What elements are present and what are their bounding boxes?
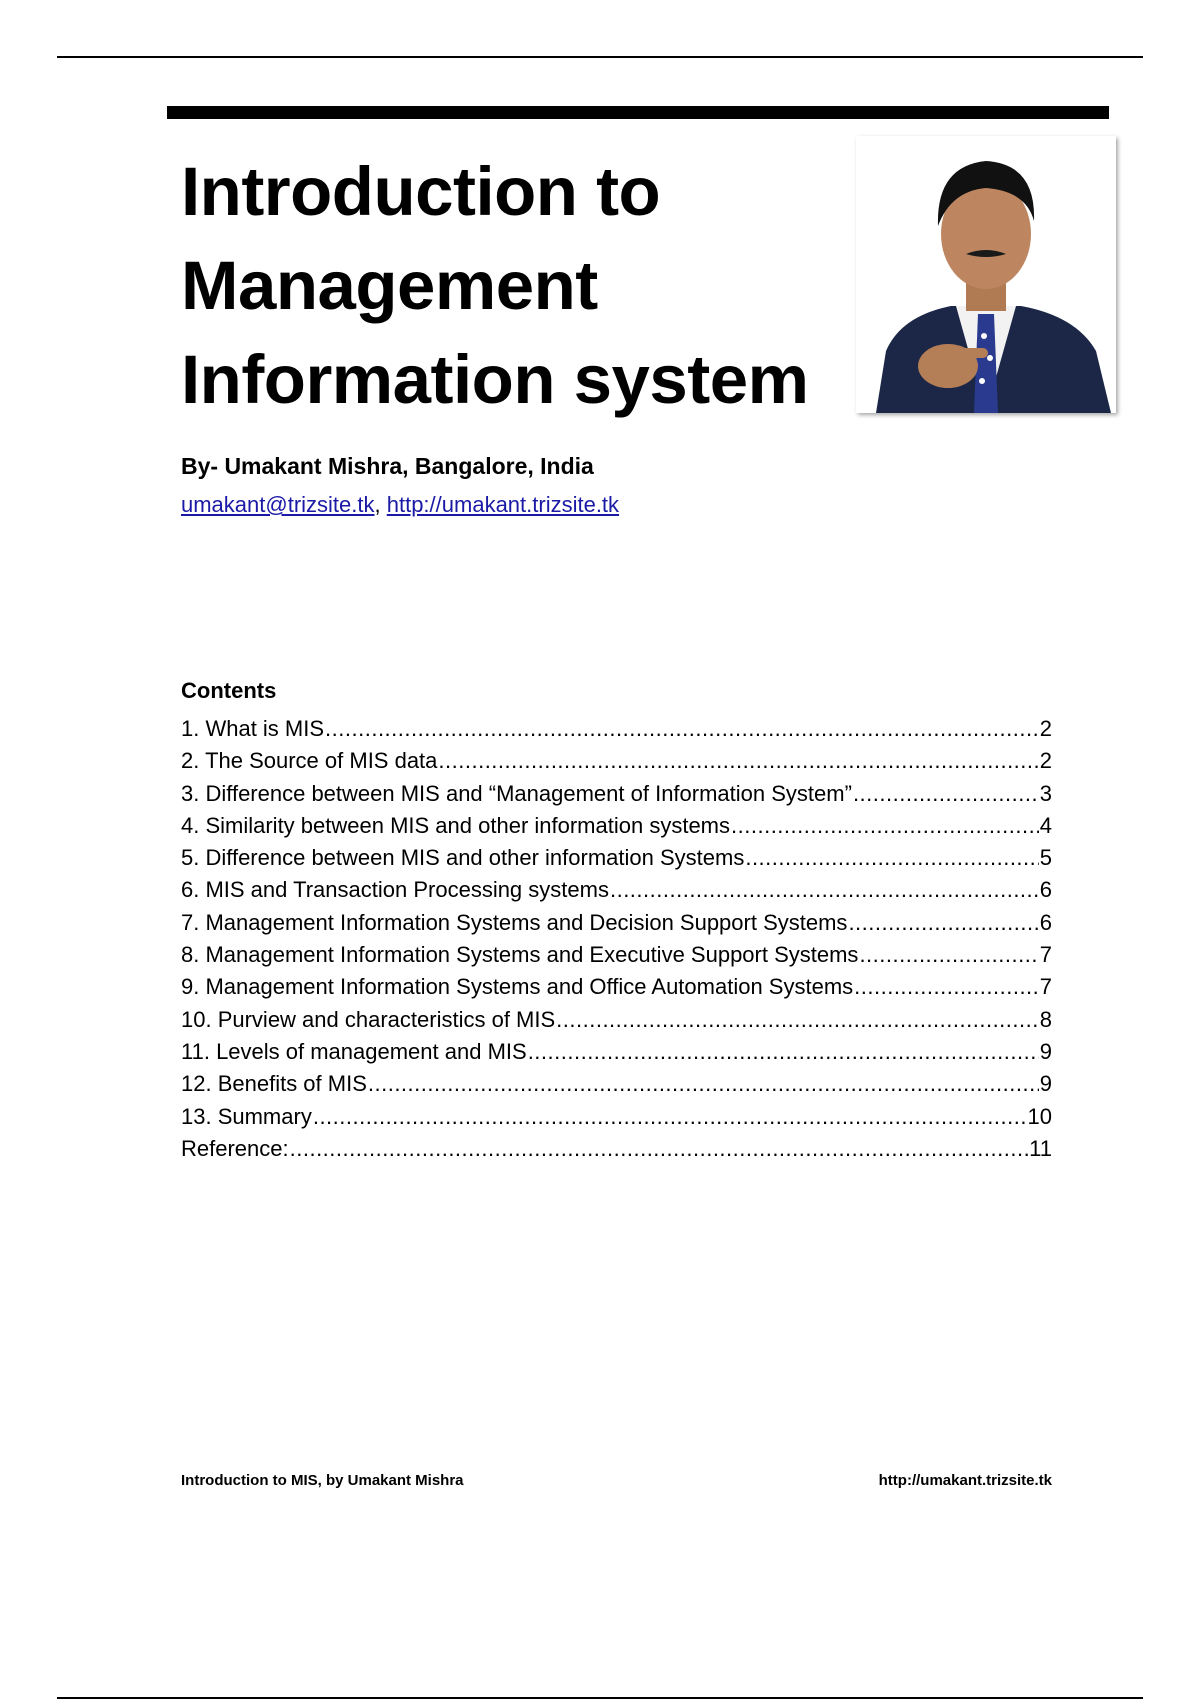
toc-entry-11[interactable]	[181, 1036, 1052, 1068]
author-byline: By- Umakant Mishra, Bangalore, India	[181, 453, 594, 479]
toc-label: 3. Difference between MIS and “Management of Information System”	[181, 780, 852, 806]
toc-label: 11. Levels of management and MIS	[181, 1038, 527, 1064]
toc-label: 6. MIS and Transaction Processing systems	[181, 877, 609, 903]
link-separator: ,	[374, 492, 387, 517]
toc-page: 6	[1039, 877, 1052, 903]
toc-leader	[610, 874, 1039, 906]
toc-label: 9. Management Information Systems and Office Automation Systems	[181, 974, 854, 1000]
page-bottom-rule	[57, 1697, 1143, 1699]
toc-entry-1[interactable]	[181, 713, 1052, 745]
toc-entry-8[interactable]	[181, 939, 1052, 971]
toc-entry-12[interactable]	[181, 1068, 1052, 1100]
toc-page: 2	[1039, 716, 1052, 741]
toc-page: 4	[1039, 812, 1052, 838]
title-line-1: Introduction to	[181, 153, 661, 230]
toc-page: 6	[1039, 909, 1052, 935]
toc-label: 2. The Source of MIS data	[181, 748, 438, 774]
toc-label: 13. Summary	[181, 1103, 312, 1129]
title-bar	[167, 106, 1109, 119]
toc-leader	[368, 1068, 1039, 1100]
website-link[interactable]: http://umakant.trizsite.tk	[386, 492, 620, 517]
toc-label: 8. Management Information Systems and Executive Support Systems	[181, 942, 859, 968]
toc-page: 9	[1039, 1038, 1052, 1064]
toc-label: 12. Benefits of MIS	[181, 1071, 367, 1097]
toc-leader	[745, 842, 1038, 874]
toc-label: 10. Purview and characteristics of MIS	[181, 1006, 556, 1032]
toc-entry-13[interactable]	[181, 1101, 1052, 1133]
toc-page: 3	[1039, 780, 1052, 806]
footer-url: http://umakant.trizsite.tk	[878, 1472, 1052, 1489]
author-portrait	[856, 136, 1116, 413]
toc-label: 5. Difference between MIS and other information Systems	[181, 845, 745, 871]
toc-leader	[859, 939, 1038, 971]
title-line-2: Management	[181, 247, 598, 324]
document-title	[181, 145, 821, 427]
toc-entry-9[interactable]	[181, 971, 1052, 1003]
contact-links	[181, 492, 619, 518]
page-top-rule	[57, 56, 1143, 58]
title-line-3: Information system	[181, 341, 809, 418]
toc-entry-4[interactable]	[181, 810, 1052, 842]
toc-leader	[848, 907, 1038, 939]
toc-page: 7	[1039, 974, 1052, 1000]
toc-entry-2[interactable]	[181, 745, 1052, 777]
toc-entry-7[interactable]	[181, 907, 1052, 939]
toc-page: 8	[1039, 1006, 1052, 1032]
toc-entry-3[interactable]	[181, 778, 1052, 810]
toc-leader	[853, 778, 1039, 810]
toc-page: 5	[1039, 845, 1052, 871]
toc-page: 9	[1039, 1071, 1052, 1097]
table-of-contents	[181, 713, 1052, 1165]
toc-leader	[854, 971, 1039, 1003]
email-link[interactable]: umakant@trizsite.tk	[181, 492, 375, 517]
toc-page: 7	[1039, 942, 1052, 968]
contents-heading: Contents	[181, 678, 277, 703]
toc-leader	[290, 1133, 1029, 1165]
toc-entry-5[interactable]	[181, 842, 1052, 874]
footer-title: Introduction to MIS, by Umakant Mishra	[181, 1472, 464, 1489]
toc-leader	[528, 1036, 1039, 1068]
toc-page: 10	[1027, 1103, 1052, 1129]
toc-leader	[438, 745, 1038, 777]
toc-leader	[325, 713, 1039, 745]
toc-label: 7. Management Information Systems and Decision Support Systems	[181, 909, 848, 935]
toc-page: 11	[1029, 1135, 1052, 1161]
toc-label: 1. What is MIS	[181, 716, 325, 741]
toc-entry-6[interactable]	[181, 874, 1052, 906]
toc-entry-14[interactable]	[181, 1133, 1052, 1165]
toc-label: 4. Similarity between MIS and other information systems	[181, 812, 731, 838]
toc-label: Reference:	[181, 1135, 289, 1161]
toc-entry-10[interactable]	[181, 1004, 1052, 1036]
toc-leader	[556, 1004, 1039, 1036]
toc-leader	[313, 1101, 1027, 1133]
toc-page: 2	[1039, 748, 1052, 774]
toc-leader	[731, 810, 1039, 842]
